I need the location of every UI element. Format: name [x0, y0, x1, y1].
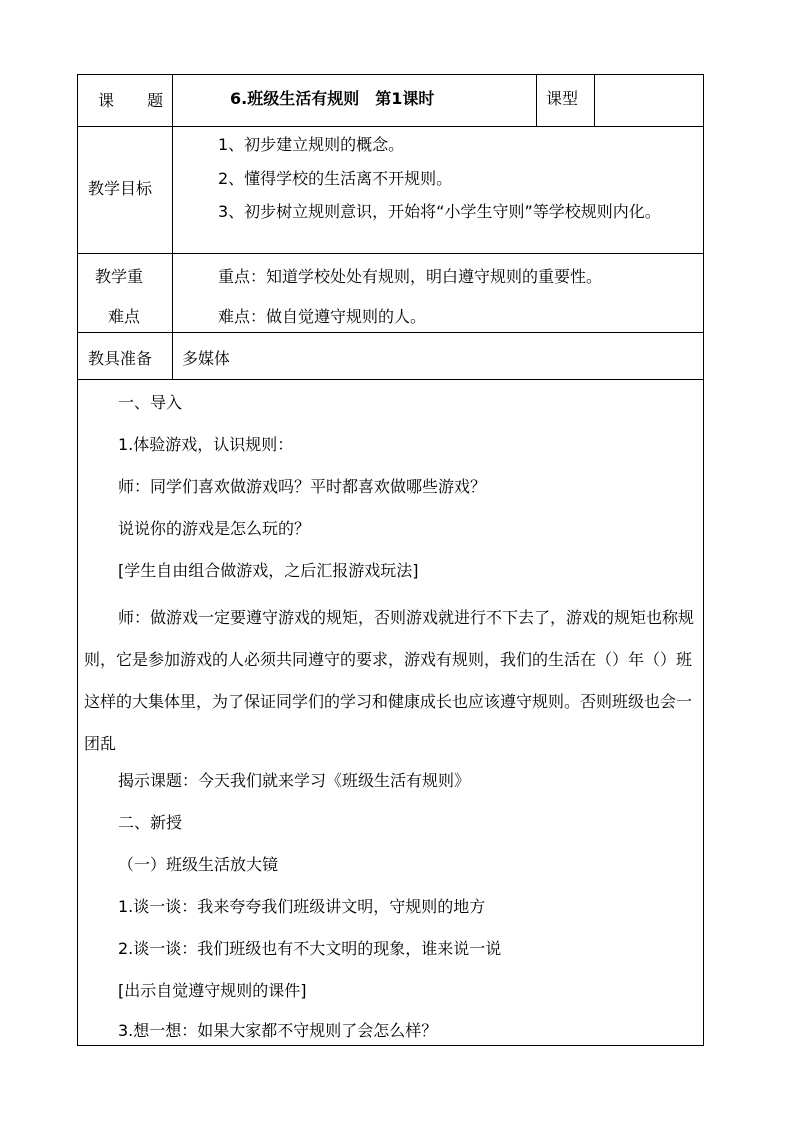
subsection-1-heading: （一）班级生活放大镜 — [118, 855, 279, 874]
objective-3: 3、初步树立规则意识，开始将“小学生守则”等学校规则内化。 — [218, 202, 661, 221]
activity-note: [学生自由组合做游戏，之后汇报游戏玩法] — [118, 561, 419, 580]
section-new-lesson-heading: 二、新授 — [118, 813, 183, 832]
objective-2: 2、懂得学校的生活离不开规则。 — [218, 169, 453, 188]
label-key-points-line2: 难点 — [108, 307, 141, 326]
column-divider — [536, 75, 537, 126]
say-prompt: 说说你的游戏是怎么玩的？ — [118, 519, 311, 538]
label-materials: 教具准备 — [88, 349, 153, 368]
key-point: 重点：知道学校处处有规则，明白遵守规则的重要性。 — [218, 267, 603, 286]
new-item-3: 3.想一想：如果大家都不守规则了会怎么样？ — [118, 1021, 438, 1040]
label-topic: 课 题 — [98, 91, 178, 110]
column-divider — [172, 75, 173, 379]
teacher-question: 师：同学们喜欢做游戏吗？平时都喜欢做哪些游戏？ — [118, 477, 487, 496]
section-intro-heading: 一、导入 — [118, 393, 183, 412]
difficult-point: 难点：做自觉遵守规则的人。 — [218, 307, 427, 326]
label-key-points-line1: 教学重 — [95, 267, 144, 286]
intro-item-1: 1.体验游戏，认识规则： — [118, 435, 294, 454]
reveal-topic: 揭示课题：今天我们就来学习《班级生活有规则》 — [118, 771, 471, 790]
column-divider — [594, 75, 595, 126]
courseware-note: [出示自觉遵守规则的课件] — [118, 981, 307, 1000]
teacher-paragraph: 师：做游戏一定要遵守游戏的规矩，否则游戏就进行不下去了，游戏的规矩也称规则，它是参加游戏的人必须共同遵守的要求，游戏有规则，我们的生活在（）年（）班这样的大集体里，为了保证同学们的学习和健康成长也应该遵守规则。否则班级也会一团乱 — [84, 608, 695, 753]
new-item-2: 2.谈一谈：我们班级也有不大文明的现象，谁来说一说 — [118, 939, 502, 958]
objective-1: 1、初步建立规则的概念。 — [218, 135, 405, 154]
new-item-1: 1.谈一谈：我来夸夸我们班级讲文明，守规则的地方 — [118, 897, 486, 916]
row-divider — [78, 379, 703, 380]
lesson-title: 6.班级生活有规则 第1课时 — [230, 89, 435, 108]
lesson-plan-table — [77, 74, 704, 1046]
label-lesson-type: 课型 — [546, 89, 579, 108]
label-objectives: 教学目标 — [88, 179, 153, 198]
materials-value: 多媒体 — [182, 349, 231, 368]
